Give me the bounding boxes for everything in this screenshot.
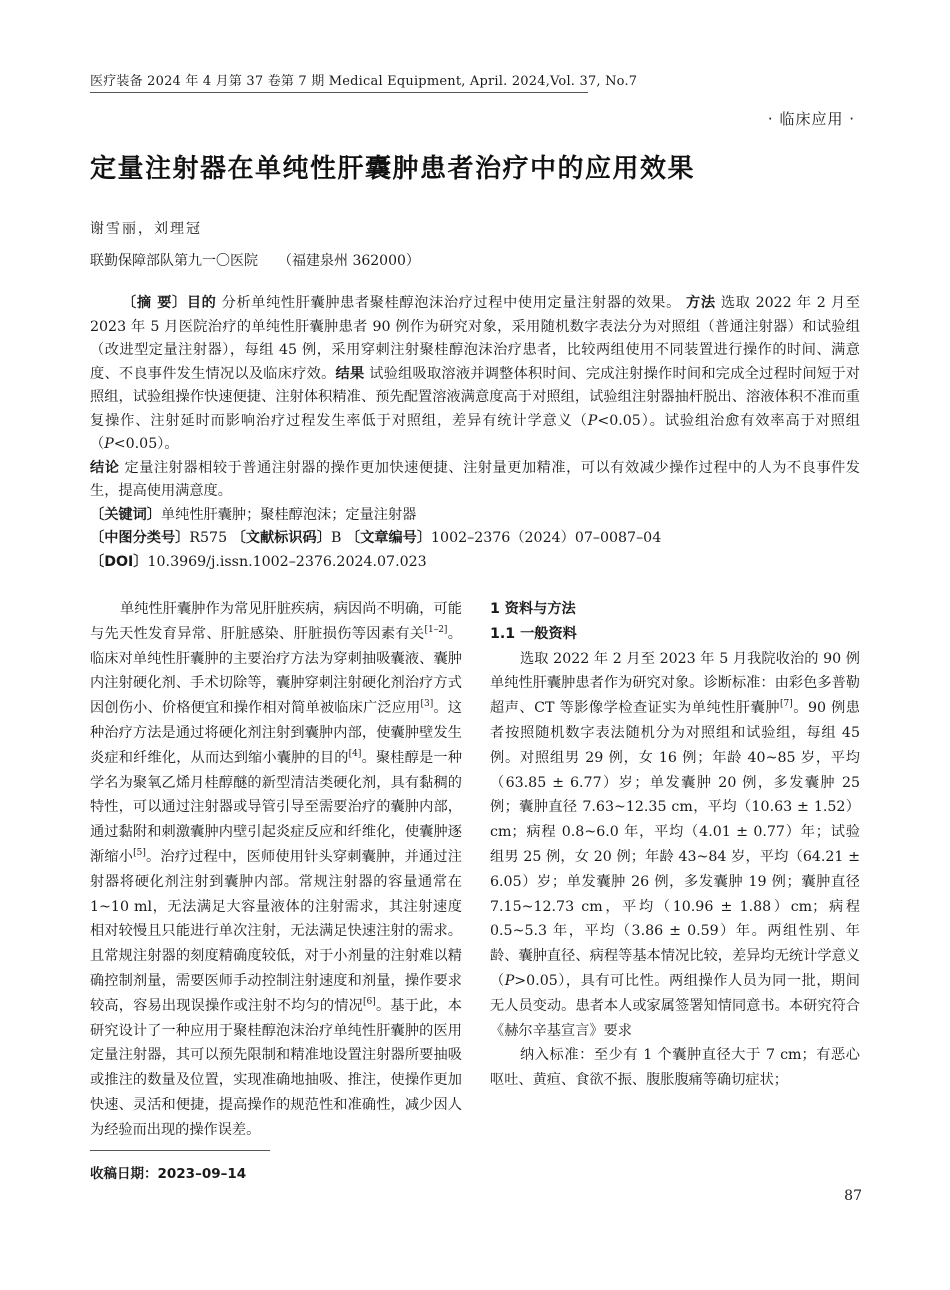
affiliation — [90, 250, 420, 270]
methods-label: 方法 — [686, 295, 716, 311]
intro-text: 。基于此，本研究设计了一种应用于聚桂醇泡沫治疗单纯性肝囊肿的医用定量注射器，其可以预先限制和精准地设置注射器所要抽吸或推注的数量及位置，实现准确地抽吸、推注，使操作更加快速、灵活和便捷，提高操作的规范性和准确性，减少因人为经验而出现的操作误差。 — [90, 997, 462, 1138]
intro-text: 。聚桂醇是一种学名为聚氧乙烯月桂醇醚的新型清洁类硬化剂，具有黏稠的特性，可以通过注射器或导管引导至需要治疗的囊肿内部，通过黏附和刺激囊肿内壁引起炎症反应和纤维化，使囊肿逐渐缩小 — [90, 749, 462, 865]
clc-label: 〔中图分类号〕 — [90, 530, 190, 546]
doi-line — [90, 551, 860, 575]
intro-text: 。临床对单纯性肝囊肿的主要治疗方法为穿刺抽吸囊液、囊肿内注射硬化剂、手术切除等，囊肿穿刺注射硬化剂治疗方式因创伤小、价格便宜和操作相对简单被临床广泛应用 — [90, 625, 462, 717]
clc-value: R575 — [189, 530, 228, 546]
body-right-column — [490, 597, 860, 1093]
doi-value: 10.3969/j.issn.1002–2376.2024.07.023 — [147, 553, 427, 570]
conclusion-text: 定量注射器相较于普通注射器的操作更加快速便捷、注射量更加精准，可以有效减少操作过程中的人为不良事件发生，提高使用满意度。 — [90, 459, 860, 499]
header-rule — [90, 92, 588, 93]
citation: [5] — [133, 847, 146, 858]
running-head: 医疗装备 2024 年 4 月第 37 卷第 7 期 Medical Equipment, April. 2024,Vol. 37, No.7 — [90, 74, 638, 89]
section-heading: 1 资料与方法 — [490, 601, 576, 617]
intro-text: 。这种治疗方法是通过将硬化剂注射到囊肿内部，使囊肿壁发生炎症和纤维化，从而达到缩小囊肿的目的 — [90, 700, 462, 766]
data-text: 。90 例患者按照随机数字表法随机分为对照组和试验组，每组 45 例。对照组男 29 例，女 16 例；年龄 40~85 岁，平均（63.85 ± 6.77）岁；单发囊肿 20 例，多发囊肿 25 例；囊肿直径 7.63~12.35 cm，平均（10.63 ± 1.52）cm；病程 0.8~6.0 年，平均（4.01 ± 0.77）年；试验组男 25 例，女 20 例；年龄 43~84 岁，平均（64.21 ± 6.05）岁；单发囊肿 26 例，多发囊肿 19 例；囊肿直径 7.15~12.73 cm，平均（10.96 ± 1.88）cm；病程 0.5~5.3 年，平均（3.86 ± 0.59）年。两组性别、年龄、囊肿直径、病程等基本情况比较，差异均无统计学意义（ — [490, 700, 860, 989]
abstract-paragraph — [90, 292, 860, 504]
citation: [6] — [363, 996, 376, 1007]
intro-text: 单纯性肝囊肿作为常见肝脏疾病，病因尚不明确，可能与先天性发育异常、肝脏感染、肝脏损伤等因素有关 — [90, 601, 462, 642]
citation: [4] — [348, 748, 362, 759]
abstract-label: 〔摘 要〕 — [122, 295, 187, 311]
results-text-2: <0.05）。试验组治愈有效率高于对照组（ — [90, 412, 860, 452]
affiliation-name: 联勤保障部队第九一〇医院 — [90, 253, 258, 269]
citation: [3] — [420, 699, 434, 710]
results-text-3: <0.05）。 — [113, 436, 179, 452]
data-text: >0.05），具有可比性。两组操作人员为同一批，期间无人员变动。患者本人或家属签署知情同意书。本研究符合《赫尔辛基宣言》要求 — [490, 972, 860, 1039]
article-no-label: 〔文章编号〕 — [345, 530, 432, 546]
citation: [7] — [780, 699, 793, 710]
keywords-label: 〔关键词〕 — [90, 506, 161, 523]
data-paragraph — [490, 647, 860, 1044]
inclusion-paragraph: 纳入标准：至少有 1 个囊肿直径大于 7 cm；有恶心呕吐、黄疸、食欲不振、腹胀腹痛等确切症状； — [490, 1047, 860, 1089]
results-text: 试验组吸取溶液并调整体积时间、完成注射操作时间和完成全过程时间短于对照组，试验组操作快速便捷、注射体积精准、预先配置溶液满意度高于对照组，试验组注射器抽杆脱出、溶液体积不准而重复操作、注射延时而影响治疗过程发生率低于对照组，差异有统计学意义（ — [90, 365, 860, 429]
conclusion-label: 结论 — [90, 459, 120, 476]
body-left-column — [90, 597, 462, 1143]
abstract — [90, 292, 860, 574]
subsection-heading: 1.1 一般资料 — [490, 625, 577, 642]
article-no-value: 1002–2376（2024）07–0087–04 — [431, 530, 662, 546]
citation: [1–2] — [424, 624, 448, 635]
article-title: 定量注射器在单纯性肝囊肿患者治疗中的应用效果 — [90, 154, 696, 184]
p-symbol: P — [104, 436, 114, 452]
doc-code-value: B — [330, 530, 342, 546]
authors: 谢雪丽，刘理冠 — [90, 221, 202, 237]
p-symbol: P — [587, 412, 598, 429]
footnote-rule — [90, 1150, 270, 1151]
affiliation-location: （福建泉州 362000） — [278, 253, 420, 269]
data-text: 选取 2022 年 2 月至 2023 年 5 月我院收治的 90 例单纯性肝囊肿患者作为研究对象。诊断标准：由彩色多普勒超声、CT 等影像学检查证实为单纯性肝囊肿 — [490, 650, 860, 717]
doi-label: 〔DOI〕 — [90, 553, 148, 570]
classification-line — [90, 527, 860, 551]
received-date: 收稿日期：2023–09–14 — [90, 1166, 247, 1182]
keywords: 单纯性肝囊肿；聚桂醇泡沫；定量注射器 — [160, 506, 417, 523]
results-label: 结果 — [335, 365, 365, 382]
doc-code-label: 〔文献标识码〕 — [231, 530, 331, 546]
objective-label: 目的 — [186, 295, 217, 311]
methods-text: 选取 2022 年 2 月至 2023 年 5 月医院治疗的单纯性肝囊肿患者 90 例作为研究对象，采用随机数字表法分为对照组（普通注射器）和试验组（改进型定量注射器），每组 45 例，采用穿刺注射聚桂醇泡沫治疗患者，比较两组使用不同装置进行操作的时间、满意度、不良事件发生情况以及临床疗效。 — [90, 295, 860, 382]
objective-text: 分析单纯性肝囊肿患者聚桂醇泡沫治疗过程中使用定量注射器的效果。 — [221, 295, 681, 311]
keywords-line — [90, 504, 860, 528]
intro-text: 。治疗过程中，医师使用针头穿刺囊肿，并通过注射器将硬化剂注射到囊肿内部。常规注射器的容量通常在 1~10 ml，无法满足大容量液体的注射需求，其注射速度相对较慢且只能进行单次注射，无法满足快速注射的需求。且常规注射器的刻度精确度较低，对于小剂量的注射难以精确控制剂量，需要医师手动控制注射速度和剂量，操作要求较高，容易出现误操作或注射不均匀的情况 — [90, 848, 462, 1014]
intro-paragraph — [90, 597, 462, 1143]
p-symbol: P — [504, 972, 515, 989]
section-tag: · 临床应用 · — [767, 110, 855, 128]
page-number: 87 — [844, 1188, 862, 1204]
